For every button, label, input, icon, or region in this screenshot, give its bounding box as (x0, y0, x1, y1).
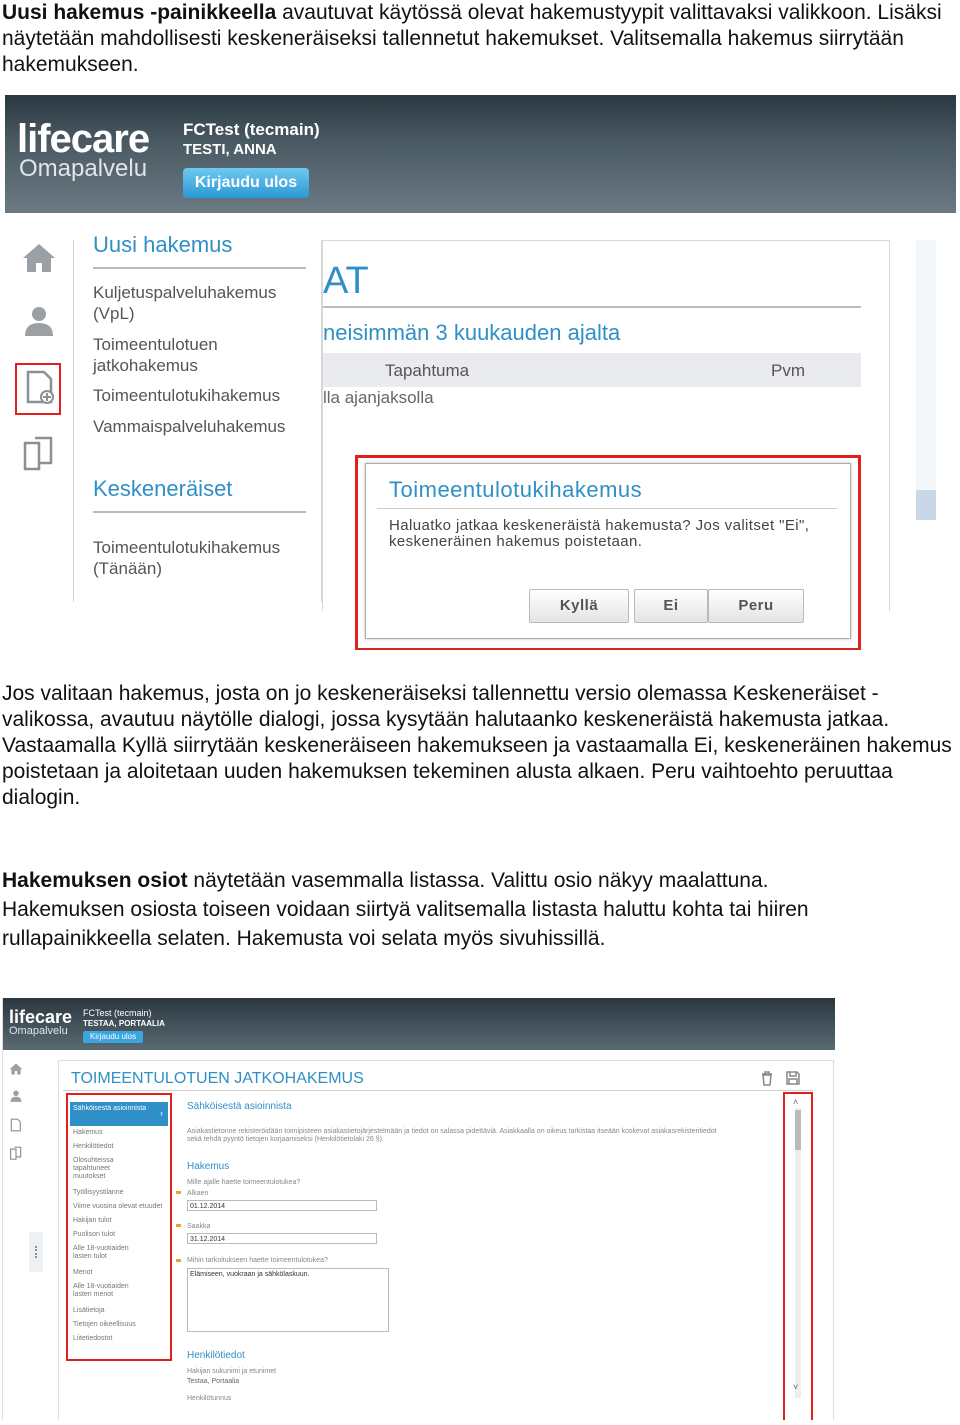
logo-subtitle: Omapalvelu (19, 155, 148, 182)
form-title: TOIMEENTULOTUEN JATKOHAKEMUS (71, 1070, 364, 1087)
user-name: TESTI, ANNA (183, 141, 277, 158)
save-icon[interactable] (785, 1070, 801, 1086)
column-header: Pvm (771, 361, 805, 380)
section-heading: Sähköisestä asioinnista (187, 1101, 292, 1112)
required-marker (176, 1191, 181, 1194)
trash-icon[interactable] (759, 1070, 775, 1086)
start-date-field[interactable]: 01.12.2014 (187, 1200, 377, 1211)
user-org: FCTest (tecmain) (83, 1008, 152, 1018)
form-panel (58, 1060, 834, 1420)
menu-separator (93, 267, 306, 269)
column-header: Tapahtuma (385, 361, 470, 380)
scrollbar[interactable] (795, 1108, 801, 1398)
dialog-title: Toimeentulotukihakemus (389, 477, 643, 502)
home-icon[interactable] (9, 1062, 23, 1076)
dialog-explanation: Jos valitaan hakemus, josta on jo keskeneräiseksi tallennettu versio olemassa Keskeneräiset -valikossa, avautuu näytölle dialogi, jossa kysytään halutaanko keskeneräistä hakemusta jatkaa. Vastaamalla Kyllä siirrytään keskeneräiseen hakemukseen ja vastaamalla Ei, keskeneräinen hakemus poistetaan ja aloitetaan uuden hakemuksen tekeminen alusta alkaen. Peru vaihtoehto peruuttaa dialogin. (2, 682, 952, 809)
no-button[interactable]: Ei (634, 589, 708, 623)
section-item[interactable]: Lisätietoja (73, 1307, 105, 1314)
screenshot-new-application (5, 95, 956, 650)
logo: lifecare (9, 1007, 73, 1027)
section-item[interactable]: Hakijan tulot (73, 1217, 112, 1224)
menu-heading-new: Uusi hakemus (93, 232, 233, 257)
subtitle-fragment: neisimmän 3 kuukauden ajalta (323, 320, 621, 345)
field-label: Saakka (187, 1223, 211, 1230)
sections-text-2: Hakemuksen osiosta toiseen voidaan siirtyä valitsemalla listasta haluttu kohta tai hiiren rullapainikkeella selaten. Hakemusta voi selata myös sivuhissillä. (2, 898, 809, 950)
section-item[interactable]: Alle 18-vuotiaiden lasten menot (73, 1283, 129, 1298)
screenshot-application-form (2, 998, 835, 1420)
section-item[interactable]: Viime vuosina olevat etuudet (73, 1203, 163, 1210)
divider (73, 240, 74, 602)
chevron-down-icon[interactable]: ˅ (793, 1382, 799, 1392)
drag-handle-icon (35, 1246, 39, 1258)
menu-separator (93, 511, 306, 513)
question-label: Mille ajalle haette toimeentulotukea? (187, 1179, 301, 1186)
page-title-fragment: AT (323, 260, 369, 302)
menu-item[interactable]: Kuljetuspalveluhakemus (VpL) (93, 283, 277, 323)
documents-icon[interactable] (21, 435, 57, 471)
info-text: Asiakastietonne rekisteröidään toimipisteen asiakastietojärjestelmään ja tiedot on salassa pidettäviä. Asiakkaalla on oikeus tarkistaa itseään koskevat asiakasrekisteritiedot sekä tehdä pyyntö tietojen korjaamiseksi (Henkilötietolaki 26 §). (187, 1128, 717, 1143)
side-strip-accent (916, 490, 936, 520)
purpose-textarea[interactable]: Elämiseen, vuokraan ja sähkölaskuun. (187, 1268, 389, 1332)
user-icon[interactable] (21, 303, 57, 339)
chevron-right-icon: › (160, 1108, 163, 1118)
dialog-text: Haluatko jatkaa keskeneräistä hakemusta? Jos valitset "Ei", keskeneräinen hakemus poistetaan. (389, 517, 810, 550)
sections-text-1: näytetään vasemmalla listassa. Valittu osio näkyy maalattuna. (187, 869, 769, 892)
user-icon[interactable] (9, 1089, 23, 1103)
new-document-icon[interactable] (22, 369, 58, 405)
intro-text: avautuvat käytössä olevat hakemustyypit valittavaksi valikkoon. Lisäksi näytetään mahdollisesti keskeneräiseksi tallennetut hakemukset. Valitsemalla hakemus siirrytään hakemukseen. (2, 1, 942, 76)
dialog-separator (377, 508, 837, 509)
logo: lifecare (17, 117, 150, 161)
section-heading: Hakemus (187, 1161, 230, 1172)
side-strip (916, 240, 936, 520)
section-item[interactable]: Puolison tulot (73, 1231, 116, 1238)
new-document-icon[interactable] (9, 1118, 23, 1132)
section-item[interactable]: Alle 18-vuotiaiden lasten tulot (73, 1245, 129, 1260)
field-label: Hakijan sukunimi ja etunimet (187, 1368, 277, 1375)
question-label: Mihin tarkoitukseen haette toimeentulotukea? (187, 1257, 328, 1264)
required-marker (176, 1224, 181, 1227)
cancel-button[interactable]: Peru (708, 589, 804, 623)
menu-item[interactable]: Vammaispalveluhakemus (93, 417, 286, 436)
documents-icon[interactable] (9, 1146, 23, 1160)
scrollbar-thumb[interactable] (795, 1110, 801, 1150)
section-item[interactable]: Menot (73, 1269, 93, 1276)
menu-heading-unfinished: Keskeneräiset (93, 476, 233, 501)
logo-subtitle: Omapalvelu (9, 1025, 68, 1037)
intro-bold: Uusi hakemus -painikkeella (2, 1, 277, 24)
section-item[interactable]: Tietojen oikeellisuus (73, 1321, 136, 1328)
yes-button[interactable]: Kyllä (529, 589, 629, 623)
sections-bold: Hakemuksen osiot (2, 869, 188, 892)
title-separator (63, 1090, 813, 1091)
user-name: TESTAA, PORTAALIA (83, 1019, 165, 1028)
intro-paragraph (2, 0, 957, 78)
field-label: Henkilötunnus (187, 1395, 232, 1402)
menu-item[interactable]: Toimeentulotukihakemus (93, 386, 281, 405)
unfinished-item[interactable]: Toimeentulotukihakemus (Tänään) (93, 538, 281, 578)
home-icon[interactable] (21, 240, 57, 276)
logout-button[interactable]: Kirjaudu ulos (183, 168, 309, 198)
section-item[interactable]: Hakemus (73, 1129, 103, 1136)
field-label: Alkaen (187, 1190, 209, 1197)
chevron-up-icon[interactable]: ˄ (793, 1097, 799, 1107)
section-item[interactable]: Henkilötiedot (73, 1143, 114, 1150)
sections-explanation (2, 866, 957, 953)
section-heading: Henkilötiedot (187, 1350, 245, 1361)
section-item[interactable]: Olosuhteissa tapahtuneet muutokset (73, 1157, 114, 1180)
logout-button[interactable]: Kirjaudu ulos (83, 1031, 143, 1043)
required-marker (176, 1259, 181, 1262)
field-value: Testaa, Portaalia (187, 1378, 240, 1385)
separator (323, 306, 861, 308)
section-item[interactable]: Työllisyystilanne (73, 1189, 124, 1196)
menu-item[interactable]: Toimeentulotuen jatkohakemus (93, 335, 218, 375)
table-row-fragment: lla ajanjaksolla (323, 388, 434, 407)
section-item[interactable]: Sähköisestä asioinnista (73, 1105, 147, 1112)
end-date-field[interactable]: 31.12.2014 (187, 1233, 377, 1244)
section-item[interactable]: Liitetiedostot (73, 1335, 113, 1342)
user-org: FCTest (tecmain) (183, 120, 320, 139)
